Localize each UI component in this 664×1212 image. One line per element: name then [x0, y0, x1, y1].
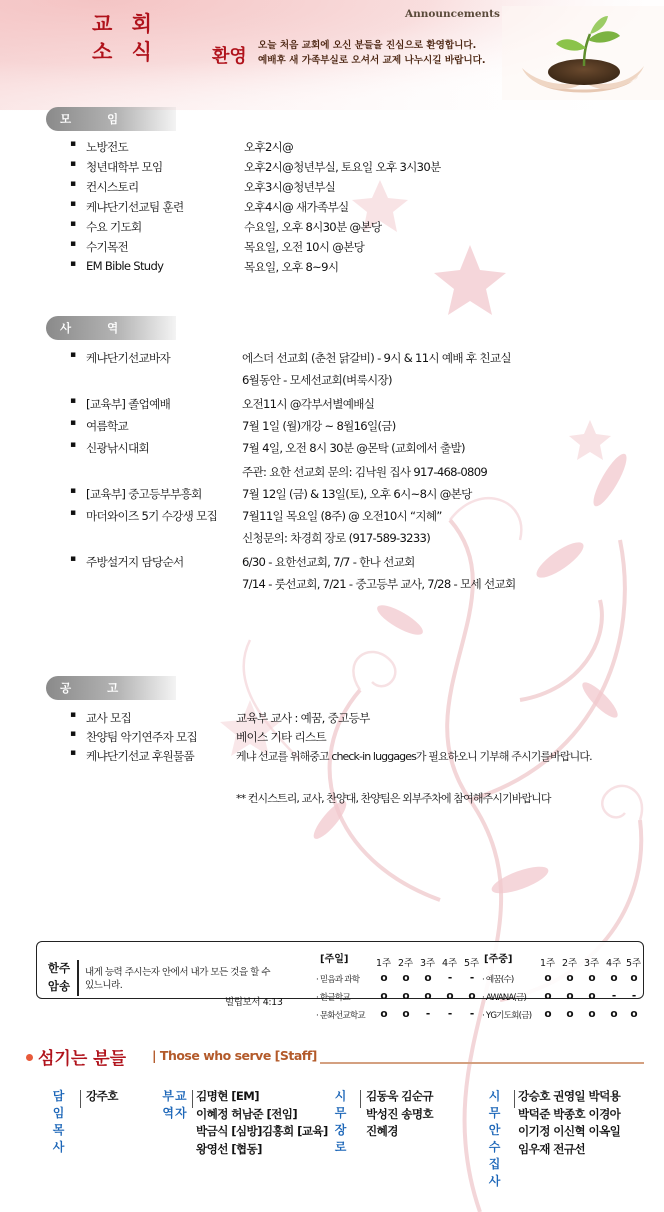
memory-verse-text: 내게 능력 주시는자 안에서 내가 모든 것을 할 수 있느니라.: [85, 967, 271, 991]
welcome-message: [258, 38, 486, 68]
memory-verse-title: 한주 암송: [47, 961, 71, 993]
bullet: ▪: [70, 139, 76, 149]
staff-names-elders: 김동욱 김순규 박성진 송명호 진혜경: [366, 1089, 434, 1138]
bullet: ▪: [70, 239, 76, 249]
bullet: ▪: [70, 418, 76, 428]
bullet: ▪: [70, 486, 76, 496]
divider: [77, 960, 79, 996]
staff-role-associate: 부교 역자: [162, 1089, 188, 1120]
hands-sprout-image: [502, 6, 664, 100]
divider: [80, 1090, 81, 1108]
memory-verse-reference: 빌립보서 4:13: [225, 997, 283, 1008]
bullet: ▪: [70, 159, 76, 169]
announcements-label: Announcements: [405, 8, 500, 20]
bullet: ▪: [70, 710, 76, 720]
bullet: ▪: [70, 729, 76, 739]
section-header-notices: 공 고: [46, 676, 176, 700]
staff-names-associate: 김명현 [EM] 이혜정 허남준 [전임] 박금식 [심방]김홍희 [교육] 왕영선 [협동]: [196, 1089, 328, 1156]
bullet: ▪: [70, 748, 76, 758]
page-title-line2: 소 식: [92, 39, 158, 64]
staff-names-deacons: 강승호 권영일 박덕용 박덕준 박종호 이경아 이기정 이신혁 이옥일 임우재 전규선: [518, 1089, 621, 1156]
bullet: ▪: [70, 440, 76, 450]
staff-role-deacons: 시 무 안 수 집 사: [488, 1089, 502, 1188]
page-title: [92, 10, 158, 70]
bullet: ▪: [70, 259, 76, 269]
staff-role-elders: 시 무 장 로: [334, 1089, 348, 1154]
bullet: ▪: [70, 508, 76, 518]
divider: [360, 1090, 361, 1108]
bullet: ▪: [70, 199, 76, 209]
staff-title-korean: 섬기는 분들: [38, 1049, 127, 1069]
staff-names-senior-pastor: 강주호: [86, 1089, 118, 1103]
bullet: ▪: [70, 396, 76, 406]
page-title-line1: 교 회: [92, 11, 158, 36]
divider: [320, 1062, 644, 1064]
bulletin-page: 교 회 소 식 Announcements 환영 오늘 처음 교회에 오신 분들을 진심으로 환영합니다. 예배후 새 가족부실로 오셔서 교제 나누시길 바랍니다. 모 임 ▪ 노방전도 오후2시@ ▪ 청년대학부 모임 오후2시@청년부실, 토요일 오후 3시30분 ▪ 컨시스토리 오후3시@청년부실 ▪ 케냐단기선교팀 훈련 오후4시@ 새가족부실 ▪ 수요 기도회 수요일, 오후 8시30분 @본당 ▪ 수기목전 목요일, 오전 10시 @본당 ▪ EM Bible Study 목요일, 오후 8~9시 사 역 ▪ 케냐단기선교바자 에스더 선교회 (춘천 닭갈비) - 9시 & 11시 예배 후 친교실 6월동안 - 모세선교회(벼룩시장) ▪ [교육부] 졸업예배 오전11시 @각부서별예배실 ▪ 여름학교 7월 1일 (월)개강 ~ 8월16일(금) ▪ 신광낚시대회 7월 4일, 오전 8시 30분 @몬탁 (교회에서 출발) 주관: 요한 선교회 문의: 김낙원 집사 917-468-0809 ▪ [교육부] 중고등부부흥회 7월 12일 (금) & 13일(토), 오후 6시~8시 @본당 ▪ 마더와이즈 5기 수강생 모집 7월11일 목요일 (8주) @ 오전10시 “지혜” 신청문의: 차경희 장로 (917-589-3233) ▪ 주방설거지 담당순서 6/30 - 요한선교회, 7/7 - 한나 선교회 7/14 - 룻선교회, 7/21 - 중고등부 교사, 7/28 - 모세 선교회 공 고 ▪ 교사 모집 교육부 교사 : 예꿈, 중고등부 ▪ 찬양팀 악기연주자 모집 베이스 기타 리스트 ▪ 케냐단기선교 후원물품 케냐 선교를 위해중고 check-in luggages가 필요하오니 기부해 주시기를바랍니다. ** 컨시스트리, 교사, 찬양대, 찬양팀은 외부주차에 참여해주시기바랍니다 한주 암송 내게 능력 주시는자 안에서 내가 모든 것을 할 수 있느니라. 빌립보서 4:13 [주일] 1주 2주 3주 4주 5주 · 믿음과 과학 o o o - - · 한글학교 o o o o o · 문화선교학교 o o - - - [주중] 1주 2주 3주 4주 5주 · 예꿈(수) o o o o o · AWANA(금) o o o - - · YG기도회(금) o o o o o 섬기는 분들 | Those who serve [Staff] 담 임 목 사 강주호 부교 역자 김명현 [EM] 이혜정 허남준 [전임] 박금식 [심방]김홍희 [교육] 왕영선 [협동] 시 무 장 로 김동욱 김순규 박성진 송명호 진혜경 시 무 안 수 집 사 강승호 권영일 박덕용 박덕준 박종호 이경아 이기정 이신혁 이옥일 임우재 전규선: [0, 0, 664, 1212]
section-header-ministry: 사 역: [46, 316, 176, 340]
staff-title-english: | Those who serve [Staff]: [152, 1048, 317, 1063]
welcome-line2: 예배후 새 가족부실로 오셔서 교제 나누시길 바랍니다.: [258, 55, 486, 66]
divider: [192, 1090, 193, 1108]
section-header-meetings: 모 임: [46, 107, 176, 131]
bullet: ▪: [70, 554, 76, 564]
welcome-heading: 환영: [212, 46, 247, 67]
header: [0, 0, 664, 100]
bullet: ▪: [70, 219, 76, 229]
divider: [514, 1090, 515, 1108]
bullet: ▪: [70, 179, 76, 189]
welcome-line1: 오늘 처음 교회에 오신 분들을 진심으로 환영합니다.: [258, 40, 477, 51]
bullet: ▪: [70, 350, 76, 360]
staff-role-senior-pastor: 담 임 목 사: [52, 1089, 66, 1154]
bullet-dot-icon: [26, 1054, 33, 1061]
